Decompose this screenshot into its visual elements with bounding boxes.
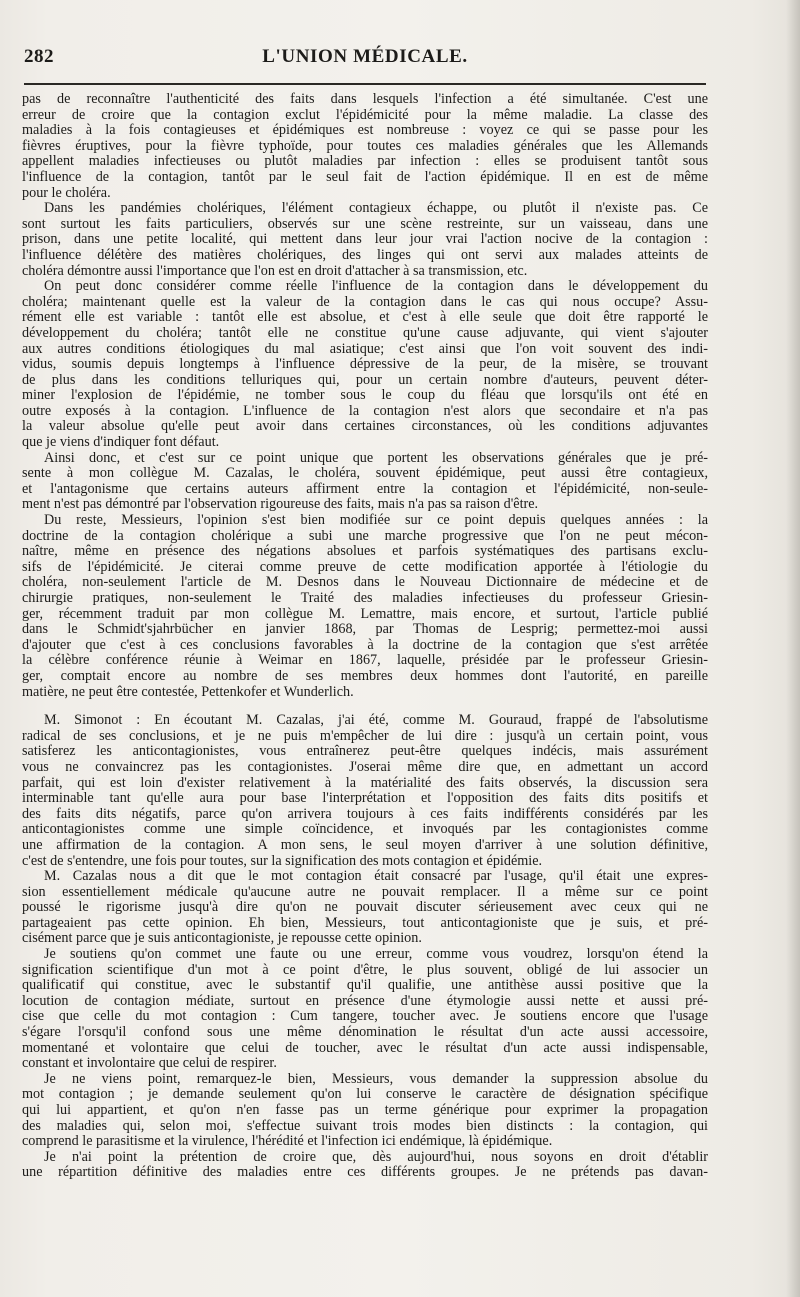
text-line: et l'antagonisme que certains auteurs affirment entre la contagion et l'épidémicité, non-seule- <box>22 481 708 497</box>
text-line: cisément parce que je suis anticontagioniste, je repousse cette opinion. <box>22 931 422 947</box>
text-line: la célèbre conférence réunie à Weimar en 1867, laquelle, présidée par le professeur Griesin- <box>22 653 708 669</box>
text-line: fièvres éruptives, pour la fièvre typhoïde, pour toutes ces maladies générales que les Allemands <box>22 138 708 154</box>
book-spine-shadow <box>786 0 800 1297</box>
text-line: développement du choléra; tantôt elle ne constitue qu'une cause adjuvante, qui vient s'ajouter <box>22 325 708 341</box>
text-line: c'est de s'entendre, une fois pour toutes, sur la signification des mots contagion et épidémie. <box>22 853 543 869</box>
text-line: Dans les pandémies cholériques, l'élément contagieux échappe, ou plutôt il n'existe pas. Ce <box>44 201 708 217</box>
text-line: pour le choléra. <box>22 185 111 201</box>
page-number: 282 <box>24 46 54 67</box>
text-line: vidus, soumis depuis longtemps à l'influence dépressive de la peur, de la misère, se trouvant <box>22 357 708 373</box>
text-line: Je soutiens qu'on commet une faute ou une erreur, comme vous voudrez, lorsqu'on étend la <box>44 947 708 963</box>
page-header <box>24 44 706 74</box>
text-line: des faits dits négatifs, parce qu'on arrivera toujours à ces faits indifférents considérés par les <box>22 806 708 822</box>
text-line: choléra, non-seulement l'article de M. Desnos dans le Nouveau Dictionnaire de médecine et de <box>22 575 708 591</box>
running-title: L'UNION MÉDICALE. <box>262 46 468 67</box>
text-line: On peut donc considérer comme réelle l'influence de la contagion dans le développement du <box>44 279 708 295</box>
body-text <box>22 92 708 1181</box>
text-line: Ainsi donc, et c'est sur ce point unique que portent les observations générales que je pré- <box>44 450 708 466</box>
text-line: des maladies qui, selon moi, s'effectue suivant trois modes bien distincts : la contagion, qui <box>22 1118 708 1134</box>
text-line: satisferez les anticontagionistes, vous entraînerez peut-être quelques indécis, mais assurément <box>22 744 708 760</box>
text-line: erreur de croire que la contagion exclut l'épidémicité pour la même maladie. La classe des <box>22 107 708 123</box>
text-line: vous ne convaincrez pas les contagionistes. J'oserai même dire que, en admettant un accord <box>22 759 708 775</box>
text-line: qualificatif qui constitue, avec le substantif qu'il qualifie, une antithèse aussi positive que la <box>22 978 708 994</box>
text-line: chirurgie pratiques, non-seulement le Traité des maladies infectieuses du professeur Griesin- <box>22 591 708 606</box>
text-line: l'influence délétère des matières cholériques, des linges qui ont servi aux malades atteints de <box>22 247 708 263</box>
text-line: radical de ses conclusions, et je ne puis m'empêcher de lui dire : jusqu'à un certain point, vous <box>22 728 708 744</box>
paragraph-gap <box>22 700 708 713</box>
text-line: appellent maladies infectieuses ou plutôt maladies par infection : elles se produisent tantôt sous <box>22 154 708 170</box>
text-line: anticontagionistes comme une simple coïncidence, et invoqués par les contagionistes comme <box>22 822 708 838</box>
text-line: partageaient pas cette opinion. Eh bien, Messieurs, tout anticontagioniste que je suis, et pré- <box>22 915 708 931</box>
text-line: une répartition définitive des maladies entre ces différents groupes. Je ne prétends pas davan- <box>22 1165 708 1181</box>
text-line: matière, ne peut être contestée, Pettenkofer et Wunderlich. <box>22 684 354 700</box>
text-line: naître, même en présence des négations absolues et parfois systématiques des partisans exclu- <box>22 544 708 560</box>
text-line: ger, récemment traduit par mon collègue M. Lemattre, mais encore, et surtout, l'article publié <box>22 606 708 622</box>
text-line: M. Cazalas nous a dit que le mot contagion était consacré par l'usage, qu'il était une expres- <box>44 869 708 885</box>
text-line: interminable tant qu'elle aura pour base l'interprétation et l'opposition des faits dits positifs et <box>22 791 708 807</box>
text-line: pas de reconnaître l'authenticité des faits dans lesquels l'infection a été simultanée. C'est une <box>22 92 708 107</box>
text-line: de plus dans les conditions telluriques qui, pour un certain nombre d'auteurs, peuvent déter- <box>22 372 708 388</box>
text-line: l'influence de la contagion, tantôt par le seul fait de l'action épidémique. Il en est de même <box>22 169 708 185</box>
text-line: choléra; maintenant quelle est la valeur de la contagion dans le cas qui nous occupe? Assu- <box>22 294 708 310</box>
text-line: constant et involontaire que celui de respirer. <box>22 1056 277 1072</box>
text-line: outre exposés à la contagion. L'influence de la contagion n'est alors que secondaire et n'a pas <box>22 403 708 419</box>
text-line: la valeur absolue qu'elle peut avoir dans certaines circonstances, où les conditions adjuvantes <box>22 419 708 435</box>
text-line: miner l'explosion de l'épidémie, ne tomber sous le coup du fléau que lorsqu'ils ont été en <box>22 388 708 404</box>
text-line: mot contagion ; je demande seulement qu'on lui conserve le caractère de désignation spécifique <box>22 1087 708 1103</box>
text-line: ger, comptait encore au nombre de ses membres deux hommes dont l'autorité, en pareille <box>22 668 708 684</box>
header-rule <box>24 83 706 85</box>
text-line: sente à mon collègue M. Cazalas, le choléra, souvent épidémique, peut aussi être contagieux, <box>22 466 708 482</box>
text-line: momentané et volontaire que celui de toucher, avec le résultat d'un acte aussi indispensable, <box>22 1040 708 1056</box>
text-line: ment n'est pas démontré par l'observation rigoureuse des faits, mais n'a pas sa raison d'être. <box>22 497 539 513</box>
text-line: cise que celle du mot contagion : Cum tangere, toucher avec. Je soutiens encore que l'usage <box>22 1009 708 1025</box>
text-line: que je viens d'indiquer font défaut. <box>22 435 220 451</box>
text-line: aux autres conditions étiologiques du mal asiatique; c'est ainsi que l'on voit souvent des indi- <box>22 341 708 357</box>
text-line: poussé le rigorisme jusqu'à dire qu'on ne pouvait discuter sérieusement avec ceux qui ne <box>22 900 708 916</box>
text-line: M. Simonot : En écoutant M. Cazalas, j'ai été, comme M. Gouraud, frappé de l'absolutisme <box>44 713 708 729</box>
text-line: qui lui appartient, et qu'on n'en fasse pas un terme générique pour exprimer la propagation <box>22 1103 708 1118</box>
text-line: locution de contagion médiate, surtout en présence d'une étymologie aussi nette et aussi pré- <box>22 993 708 1009</box>
text-line: Du reste, Messieurs, l'opinion s'est bien modifiée sur ce point depuis quelques années : la <box>44 513 708 529</box>
text-line: choléra démontre aussi l'importance que l'on est en droit d'attacher à sa transmission, etc. <box>22 263 528 279</box>
text-line: rément elle est variable : tantôt elle est absolue, et c'est à elle seule que doit être rapporté le <box>22 310 708 326</box>
text-line: sion essentiellement médicale qu'aucune autre ne pouvait remplacer. Il a même sur ce point <box>22 884 708 900</box>
text-line: d'ajouter que c'est à ces conclusions favorables à la doctrine de la contagion que s'est arrêtée <box>22 637 708 653</box>
text-line: signification scientifique d'un mot à ce point d'être, le plus souvent, obligé de lui associer un <box>22 962 708 978</box>
text-line: maladies à la fois contagieuses et épidémiques est nombreuse : voyez ce qui se passe pour les <box>22 123 708 139</box>
text-line: Je n'ai point la prétention de croire que, dès aujourd'hui, nous soyons en droit d'établir <box>44 1149 708 1165</box>
text-line: parfait, qui est loin d'exister relativement à la matérialité des faits observés, la discussion sera <box>22 775 708 791</box>
text-line: prison, dans une petite localité, qui mettent dans leur jour vrai l'action nocive de la contagion : <box>22 232 708 248</box>
text-line: sont surtout les faits particuliers, observés sur une scène restreinte, sur un vaisseau, dans une <box>22 216 708 232</box>
text-line: Je ne viens point, remarquez-le bien, Messieurs, vous demander la suppression absolue du <box>44 1071 708 1087</box>
text-line: s'égare l'orsqu'il confond sous une même dénomination le résultat d'un acte aussi accessoire, <box>22 1025 708 1041</box>
text-line: doctrine de la contagion cholérique a subi une marche progressive que l'on ne peut mécon- <box>22 528 708 544</box>
text-line: comprend le parasitisme et la virulence, l'hérédité et l'infection ici endémique, là épidémique. <box>22 1134 553 1150</box>
text-line: une affirmation de la contagion. A mon sens, le seul moyen d'arriver à une solution définitive, <box>22 837 708 853</box>
text-line: sifs de l'épidémicité. Je citerai comme preuve de cette modification apportée à l'étiologie du <box>22 559 708 575</box>
text-line: dans le Schmidt'sjahrbücher en janvier 1868, par Thomas de Lesprig; permettez-moi aussi <box>22 622 708 638</box>
